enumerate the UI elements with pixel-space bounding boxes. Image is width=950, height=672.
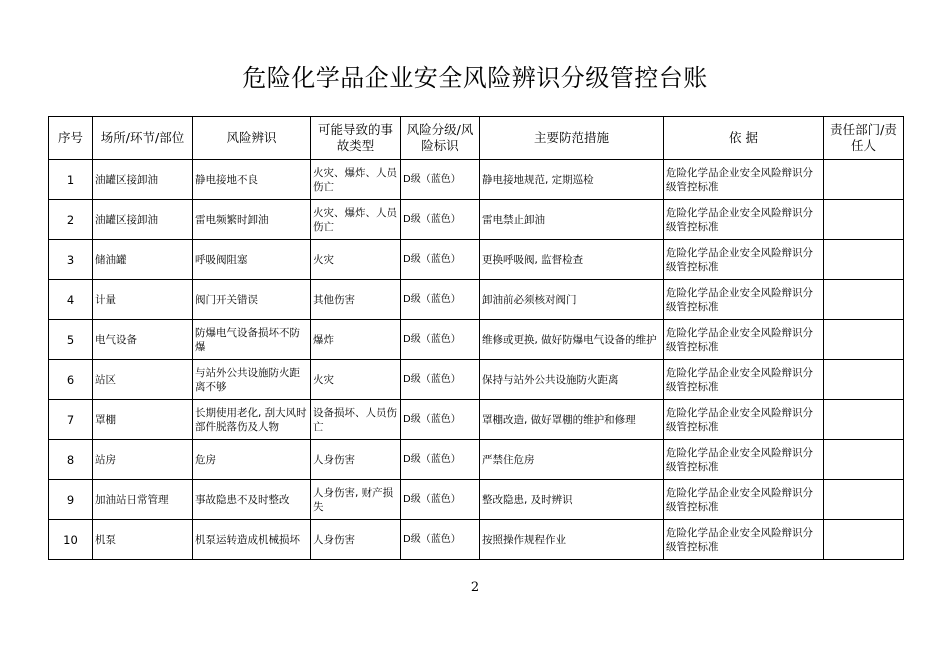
cell-level: D级（蓝色） (401, 520, 480, 560)
cell-risk: 危房 (193, 440, 311, 480)
cell-basis: 危险化学品企业安全风险辩识分级管控标准 (664, 320, 824, 360)
cell-seq: 4 (49, 280, 93, 320)
cell-basis: 危险化学品企业安全风险辩识分级管控标准 (664, 200, 824, 240)
cell-seq: 5 (49, 320, 93, 360)
cell-accident: 爆炸 (311, 320, 401, 360)
cell-seq: 9 (49, 480, 93, 520)
cell-measures: 静电接地规范, 定期巡检 (480, 160, 664, 200)
cell-measures: 更换呼吸阀, 监督检查 (480, 240, 664, 280)
header-row (49, 117, 904, 160)
cell-location: 油罐区接卸油 (93, 160, 193, 200)
cell-level: D级（蓝色） (401, 440, 480, 480)
cell-location: 站区 (93, 360, 193, 400)
cell-risk: 雷电频繁时卸油 (193, 200, 311, 240)
cell-measures: 按照操作规程作业 (480, 520, 664, 560)
table-row (49, 160, 904, 200)
cell-seq: 6 (49, 360, 93, 400)
cell-accident: 其他伤害 (311, 280, 401, 320)
cell-seq: 7 (49, 400, 93, 440)
cell-accident: 人身伤害, 财产损失 (311, 480, 401, 520)
cell-basis: 危险化学品企业安全风险辩识分级管控标准 (664, 160, 824, 200)
cell-accident: 人身伤害 (311, 440, 401, 480)
cell-level: D级（蓝色） (401, 400, 480, 440)
header-measures: 主要防范措施 (480, 117, 664, 160)
cell-risk: 与站外公共设施防火距离不够 (193, 360, 311, 400)
cell-measures: 罩棚改造, 做好罩棚的维护和修理 (480, 400, 664, 440)
cell-level: D级（蓝色） (401, 360, 480, 400)
cell-level: D级（蓝色） (401, 320, 480, 360)
cell-dept (824, 240, 904, 280)
cell-seq: 8 (49, 440, 93, 480)
cell-seq: 3 (49, 240, 93, 280)
header-location: 场所/环节/部位 (93, 117, 193, 160)
cell-location: 储油罐 (93, 240, 193, 280)
cell-seq: 2 (49, 200, 93, 240)
cell-dept (824, 160, 904, 200)
cell-dept (824, 480, 904, 520)
cell-basis: 危险化学品企业安全风险辩识分级管控标准 (664, 360, 824, 400)
cell-measures: 严禁住危房 (480, 440, 664, 480)
cell-accident: 火灾、爆炸、人员伤亡 (311, 160, 401, 200)
cell-location: 机泵 (93, 520, 193, 560)
table-row (49, 520, 904, 560)
cell-location: 站房 (93, 440, 193, 480)
cell-dept (824, 320, 904, 360)
cell-measures: 卸油前必须核对阀门 (480, 280, 664, 320)
header-accident: 可能导致的事故类型 (311, 117, 401, 160)
cell-risk: 事故隐患不及时整改 (193, 480, 311, 520)
cell-risk: 机泵运转造成机械损坏 (193, 520, 311, 560)
header-level: 风险分级/风险标识 (401, 117, 480, 160)
cell-level: D级（蓝色） (401, 280, 480, 320)
cell-basis: 危险化学品企业安全风险辩识分级管控标准 (664, 440, 824, 480)
cell-dept (824, 400, 904, 440)
table-row (49, 200, 904, 240)
cell-measures: 整改隐患, 及时辨识 (480, 480, 664, 520)
table-row (49, 320, 904, 360)
cell-accident: 火灾 (311, 240, 401, 280)
cell-level: D级（蓝色） (401, 240, 480, 280)
table-row (49, 400, 904, 440)
cell-accident: 设备损坏、人员伤亡 (311, 400, 401, 440)
cell-location: 电气设备 (93, 320, 193, 360)
cell-basis: 危险化学品企业安全风险辩识分级管控标准 (664, 400, 824, 440)
cell-seq: 10 (49, 520, 93, 560)
table-row (49, 480, 904, 520)
cell-accident: 人身伤害 (311, 520, 401, 560)
table-row (49, 440, 904, 480)
header-seq: 序号 (49, 117, 93, 160)
cell-basis: 危险化学品企业安全风险辩识分级管控标准 (664, 280, 824, 320)
cell-risk: 呼吸阀阻塞 (193, 240, 311, 280)
cell-risk: 防爆电气设备损坏不防爆 (193, 320, 311, 360)
header-basis: 依 据 (664, 117, 824, 160)
cell-location: 计量 (93, 280, 193, 320)
page-number: 2 (470, 580, 480, 595)
cell-location: 罩棚 (93, 400, 193, 440)
cell-level: D级（蓝色） (401, 480, 480, 520)
table-row (49, 240, 904, 280)
cell-seq: 1 (49, 160, 93, 200)
table-row (49, 360, 904, 400)
cell-dept (824, 360, 904, 400)
cell-risk: 阀门开关错误 (193, 280, 311, 320)
header-risk: 风险辨识 (193, 117, 311, 160)
cell-location: 加油站日常管理 (93, 480, 193, 520)
header-dept: 责任部门/责任人 (824, 117, 904, 160)
cell-accident: 火灾、爆炸、人员伤亡 (311, 200, 401, 240)
cell-level: D级（蓝色） (401, 200, 480, 240)
page-title: 危险化学品企业安全风险辨识分级管控台账 (242, 64, 708, 92)
cell-measures: 维修或更换, 做好防爆电气设备的维护 (480, 320, 664, 360)
cell-level: D级（蓝色） (401, 160, 480, 200)
risk-ledger-table (48, 116, 904, 560)
cell-location: 油罐区接卸油 (93, 200, 193, 240)
cell-dept (824, 440, 904, 480)
cell-dept (824, 520, 904, 560)
cell-measures: 保持与站外公共设施防火距离 (480, 360, 664, 400)
cell-measures: 雷电禁止卸油 (480, 200, 664, 240)
cell-accident: 火灾 (311, 360, 401, 400)
cell-dept (824, 200, 904, 240)
cell-basis: 危险化学品企业安全风险辩识分级管控标准 (664, 480, 824, 520)
cell-risk: 静电接地不良 (193, 160, 311, 200)
table-row (49, 280, 904, 320)
cell-basis: 危险化学品企业安全风险辩识分级管控标准 (664, 520, 824, 560)
cell-dept (824, 280, 904, 320)
cell-risk: 长期使用老化, 刮大风时部件脱落伤及人物 (193, 400, 311, 440)
cell-basis: 危险化学品企业安全风险辩识分级管控标准 (664, 240, 824, 280)
